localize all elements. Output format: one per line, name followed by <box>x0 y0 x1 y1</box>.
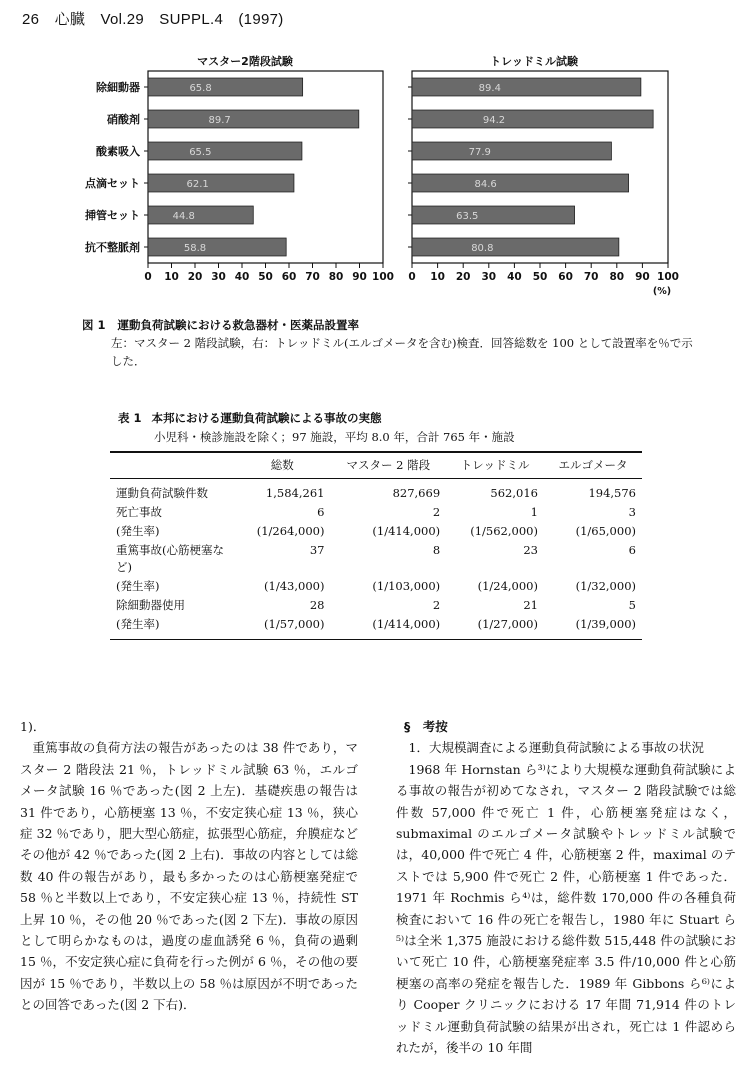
paragraph: 1968 年 Hornstan ら³⁾により大規模な運動負荷試験による事故の報告が初めてなされ，マスター 2 階段試験では総件数 57,000 件で死亡 1 件，心筋梗塞発症はなく，submaximal のエルゴメータ試験やトレッドミル試験では，40,000 件で死亡 4 件，心筋梗塞 2 件，maximal のテストでは 5,900 件で死亡 2 件，心筋梗塞 1 件であった．1971 年 Rochmis ら⁴⁾は，総件数 170,000 件の各種負荷検査において 16 件の死亡を報告し，1980 年に Stuart ら⁵⁾は全米 1,375 施設における総件数 515,448 件の試験において死亡 10 件，心筋梗塞発症率 3.5 件/10,000 件と心筋梗塞の高率の発症を報告した．1989 年 Gibbons ら⁶⁾により Cooper クリニックにおける 17 年間 71,914 件のトレッドミル運動負荷試験の結果が出され，死亡は 1 件認められたが，後半の 10 年間 <box>396 761 737 1056</box>
category-label: 点滴セット <box>85 177 140 190</box>
figure-1-charts <box>0 0 745 310</box>
chart-frame <box>412 71 668 263</box>
table-row <box>110 503 642 522</box>
chart-title-master: マスター2階段試験 <box>197 55 293 68</box>
x-tick-label: 80 <box>328 271 344 283</box>
x-tick-label: 70 <box>305 271 320 283</box>
bar <box>412 238 619 256</box>
table-cell: 37 <box>309 543 325 557</box>
table-cell: (1/103,000) <box>372 579 441 593</box>
bar <box>148 206 253 224</box>
x-tick-label: 10 <box>430 271 445 283</box>
bar <box>412 142 611 160</box>
x-tick-label: 40 <box>507 271 522 283</box>
table-header-cell: 総数 <box>234 452 330 479</box>
table-cell: (1/27,000) <box>446 615 544 640</box>
table-row <box>110 577 642 596</box>
paragraph: 重篤事故の負荷方法の報告があったのは 38 件であり，マスター 2 階段法 21 ％，トレッドミル試験 63 ％，エルゴメータ試験 16 ％であった(図 2 上左)．基礎疾患の報告は 31 件であり，心筋梗塞 13 ％，不安定狭心症 13 ％，狭心症 32 ％であり，肥大型心筋症，拡張型心筋症，弁膜症などその他が 42 ％であった(図 2 上右)．事故の内容としては総数 40 件の報告があり，最も多かったのは心筋梗塞発症で 58 ％と半数以上であり，不安定狭心症 13 ％，持続性 ST 上昇 10 ％，その他 20 ％であった(図 2 下左)．事故の原因として明らかなものは，過度の虚血誘発 6 ％，負荷の過剰 15 ％，不安定狭心症に負荷を行った例が 6 ％，その他の要因が 15 ％であり，半数以上の 58 ％は原因が不明であったとの回答であった(図 2 下右)． <box>20 740 358 1013</box>
paragraph: 1)． <box>20 719 46 734</box>
table-cell: (1/24,000) <box>477 579 538 593</box>
x-tick-label: 100 <box>372 271 394 283</box>
table-row <box>110 615 642 640</box>
category-label: 除細動器 <box>96 81 140 94</box>
x-tick-label: 40 <box>234 271 250 283</box>
x-tick-label: 80 <box>609 271 625 283</box>
x-tick-label: 60 <box>281 271 297 283</box>
bar-value-label: 94.2 <box>482 115 506 126</box>
bar-value-label: 62.1 <box>186 179 209 190</box>
table-row-label: 重篤事故(心筋梗塞など) <box>116 543 224 574</box>
table-cell: 5 <box>628 598 636 612</box>
table-cell: (1/65,000) <box>575 524 636 538</box>
x-tick-label: 10 <box>164 271 179 283</box>
x-tick-label: 20 <box>187 271 203 283</box>
table-header-cell: エルゴメータ <box>544 452 642 479</box>
figure-title: 運動負荷試験における救急器材・医薬品設置率 <box>117 318 360 332</box>
x-tick-label: 0 <box>408 271 416 283</box>
bar-value-label: 44.8 <box>172 211 195 222</box>
category-label: 挿管セット <box>85 209 140 222</box>
bar-value-label: 65.5 <box>189 147 212 158</box>
category-label: 硝酸剤 <box>107 113 140 126</box>
table-cell: 3 <box>628 505 636 519</box>
table-row-label: 除細動器使用 <box>116 598 185 612</box>
table-caption <box>118 409 678 447</box>
table-row-label: (発生率) <box>110 615 234 640</box>
table-header-cell: マスター 2 階段 <box>330 452 446 479</box>
running-head: 26 心臓 Vol.29 SUPPL.4 (1997) <box>22 11 284 28</box>
x-tick-label: 100 <box>657 271 679 283</box>
table-cell: 1 <box>530 505 538 519</box>
bar <box>412 206 575 224</box>
table-cell: 2 <box>432 598 441 612</box>
table-cell: (1/57,000) <box>234 615 330 640</box>
table-cell: 562,016 <box>490 486 538 500</box>
table-cell: 23 <box>523 543 538 557</box>
table-header-cell: トレッドミル <box>446 452 544 479</box>
x-tick-label: 20 <box>455 271 471 283</box>
table-cell: (1/43,000) <box>264 579 325 593</box>
table-cell: (1/264,000) <box>256 524 325 538</box>
bar <box>148 78 303 96</box>
table-cell: 6 <box>317 505 325 519</box>
table-subtitle: 小児科・検診施設を除く；97 施設，平均 8.0 年，合計 765 年・施設 <box>154 430 515 444</box>
bar-value-label: 84.6 <box>474 179 497 190</box>
bar-value-label: 80.8 <box>471 243 494 254</box>
table-header-cell <box>110 452 234 479</box>
bar <box>412 78 641 96</box>
table-header-row <box>110 452 642 479</box>
table-cell: (1/39,000) <box>544 615 642 640</box>
accident-table <box>110 451 642 640</box>
section-heading: § 考按 <box>404 719 448 734</box>
x-tick-label: 90 <box>352 271 367 283</box>
bar <box>412 110 653 128</box>
category-label: 抗不整脈剤 <box>85 241 140 254</box>
table-cell: (1/414,000) <box>372 524 441 538</box>
figure-label: 図 1 <box>82 318 106 332</box>
bar-value-label: 63.5 <box>456 211 479 222</box>
bar <box>148 110 359 128</box>
chart-title-treadmill: トレッドミル試験 <box>490 55 578 68</box>
table-row <box>110 479 642 504</box>
x-tick-label: 50 <box>532 271 548 283</box>
table-cell: 194,576 <box>588 486 636 500</box>
table-row <box>110 596 642 615</box>
table-row <box>110 541 642 577</box>
table-cell: 1,584,261 <box>265 486 325 500</box>
table-cell: 6 <box>628 543 636 557</box>
figure-caption-body: 左：マスター 2 階段試験，右：トレッドミル(エルゴメータを含む)検査．回答総数を 100 として設置率を％で示した． <box>111 336 693 368</box>
table-row-label: 運動負荷試験件数 <box>116 486 208 500</box>
table-cell: 21 <box>523 598 538 612</box>
table-label: 表 1 <box>118 411 142 425</box>
table-cell: (1/32,000) <box>575 579 636 593</box>
body-right-column <box>396 716 736 1059</box>
table-cell: 827,669 <box>392 486 441 500</box>
bar-value-label: 77.9 <box>468 147 491 158</box>
figure-caption <box>82 316 702 370</box>
x-tick-label: 30 <box>481 271 497 283</box>
table-cell: (1/414,000) <box>330 615 446 640</box>
x-tick-label: 50 <box>258 271 273 283</box>
table-cell: 28 <box>309 598 325 612</box>
table-cell: (1/562,000) <box>470 524 538 538</box>
body-left-column <box>20 716 358 1016</box>
bar-value-label: 89.7 <box>208 115 231 126</box>
bar <box>148 142 302 160</box>
bar <box>412 174 629 192</box>
bar-value-label: 65.8 <box>189 83 212 94</box>
table-row-label: 死亡事故 <box>116 505 162 519</box>
table-title: 本邦における運動負荷試験による事故の実態 <box>151 411 382 425</box>
bar <box>148 174 294 192</box>
bar <box>148 238 286 256</box>
x-tick-label: 30 <box>211 271 226 283</box>
x-axis-unit: (%) <box>652 286 672 297</box>
bar-value-label: 58.8 <box>183 243 207 254</box>
x-tick-label: 60 <box>558 271 573 283</box>
bar-value-label: 89.4 <box>478 83 501 94</box>
table-cell: 8 <box>432 543 441 557</box>
x-tick-label: 90 <box>635 271 650 283</box>
table-row-label: (発生率) <box>116 579 160 593</box>
table-cell: 2 <box>432 505 441 519</box>
chart-frame <box>148 71 383 263</box>
table-row-label: (発生率) <box>116 524 160 538</box>
subsection-heading: 1．大規模調査による運動負荷試験による事故の状況 <box>408 740 704 756</box>
category-label: 酸素吸入 <box>96 145 140 158</box>
x-tick-label: 0 <box>144 271 152 283</box>
x-tick-label: 70 <box>583 271 599 283</box>
table-row <box>110 522 642 541</box>
